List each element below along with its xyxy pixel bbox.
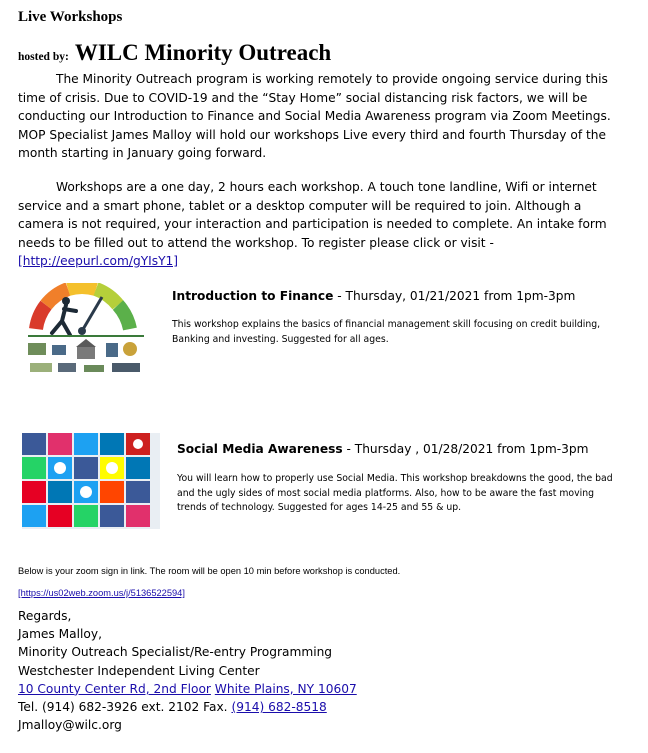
signature-regards: Regards, — [18, 609, 72, 623]
hosted-by — [18, 40, 331, 66]
social-media-illustration — [22, 433, 160, 529]
zoom-note: Below is your zoom sign in link. The room will be open 10 min before workshop is conducted. — [18, 566, 401, 576]
finance-illustration — [22, 283, 150, 379]
hosted-label: hosted by: — [18, 51, 69, 63]
workshop-finance-title — [172, 289, 575, 303]
social-media-icons-image — [22, 433, 160, 529]
signature-role: Minority Outreach Specialist/Re-entry Programming — [18, 645, 333, 660]
workshop-finance-name: Introduction to Finance — [172, 289, 334, 303]
workshop-social-when: - Thursday , 01/28/2021 from 1pm-3pm — [342, 442, 589, 456]
org-name: WILC Minority Outreach — [74, 40, 332, 65]
signature-org: Westchester Independent Living Center — [18, 663, 260, 678]
signature-email: Jmalloy@wilc.org — [18, 718, 122, 733]
workshop-finance-description: This workshop explains the basics of financial management skill focusing on credit building, Banking and investing. Suggested for all ages. — [172, 319, 601, 345]
intro-paragraph-2 — [18, 178, 630, 271]
workshop-social-description: You will learn how to properly use Social Media. This workshop breakdowns the good, the bad and the ugly sides of most social media platforms. Also, how to be aware the fast moving trends of technology. Suggested for ages 14-25 and 55 & up. — [177, 473, 613, 513]
workshop-finance-when: - Thursday, 01/21/2021 from 1pm-3pm — [333, 289, 576, 303]
finance-gauge-image — [22, 283, 150, 379]
workshop-social-name: Social Media Awareness — [177, 442, 343, 456]
address-city-link[interactable]: White Plains, NY 10607 — [214, 681, 357, 696]
fax-link[interactable]: (914) 682-8518 — [231, 700, 327, 715]
zoom-link[interactable]: [https://us02web.zoom.us/j/5136522594] — [18, 588, 185, 598]
intro-paragraph-1: The Minority Outreach program is working remotely to provide ongoing service during this time of crisis. Due to COVID-19 and the “Stay Home” social distancing risk factors, we will be conducting our Introduction to Finance and Social Media Awareness program via Zoom Meetings. MOP Specialist James Malloy will hold our workshops Live every third and fourth Thursday of the month starting in January going forward. — [18, 72, 611, 160]
address-street-link[interactable]: 10 County Center Rd, 2nd Floor — [18, 681, 211, 696]
register-link[interactable]: [http://eepurl.com/gYIsY1] — [18, 254, 179, 268]
signature-name: James Malloy, — [18, 627, 102, 642]
workshop-social-title — [177, 442, 589, 456]
signature-phone — [18, 698, 357, 716]
phone-text: Tel. (914) 682-3926 ext. 2102 Fax. — [18, 700, 232, 715]
signature-address — [18, 680, 357, 698]
signature-block — [18, 607, 357, 734]
paragraph-2-text: Workshops are a one day, 2 hours each workshop. A touch tone landline, Wifi or internet service and a smart phone, tablet or a desktop computer will be required to join. Although a camera is not required, your interaction and participation is needed to complete. An intake form needs to be filled out to attend the workshop. To register please click or visit - — [18, 180, 607, 250]
page-title: Live Workshops — [18, 9, 123, 25]
